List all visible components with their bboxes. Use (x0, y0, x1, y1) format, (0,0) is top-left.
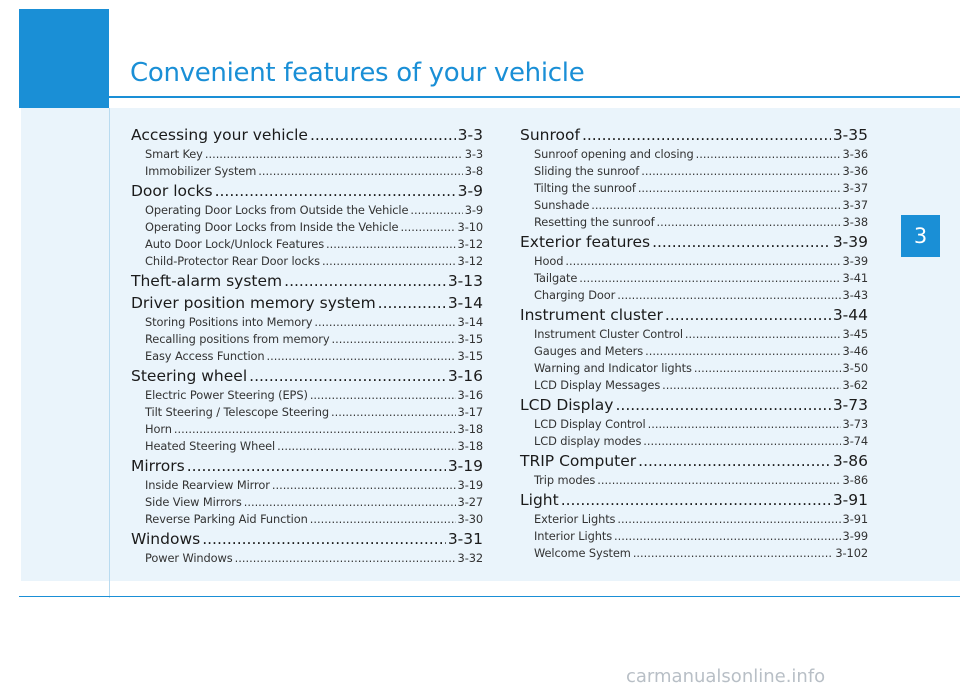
toc-section-entry[interactable] (131, 292, 483, 314)
dot-leader (235, 550, 456, 567)
toc-subentry-title: Operating Door Locks from Outside the Vehicle (145, 203, 409, 217)
toc-subentry-title: Tilting the sunroof (534, 181, 636, 195)
dot-leader (643, 433, 840, 450)
dot-leader (657, 214, 841, 231)
toc-section-title: Theft-alarm system (131, 272, 283, 290)
dot-leader (617, 287, 840, 304)
toc-section-title: Mirrors (131, 457, 185, 475)
toc-section-page: 3-91 (832, 491, 868, 509)
dot-leader (322, 253, 456, 270)
toc-subentry[interactable] (520, 197, 868, 214)
toc-subentry-page: 3-45 (842, 327, 868, 341)
toc-section-page: 3-44 (832, 306, 868, 324)
dot-leader (638, 180, 841, 197)
dot-leader (205, 146, 463, 163)
dot-leader (244, 494, 456, 511)
toc-section-title: Accessing your vehicle (131, 126, 308, 144)
toc-subentry-page: 3-62 (842, 378, 868, 392)
toc-subentry-page: 3-37 (842, 181, 868, 195)
toc-subentry-page: 3-30 (457, 512, 483, 526)
dot-leader (591, 197, 840, 214)
toc-section-title: Windows (131, 530, 201, 548)
toc-section-page: 3-73 (832, 396, 868, 414)
toc-subentry-title: Charging Door (534, 288, 616, 302)
toc-subentry-title: Welcome System (534, 546, 631, 560)
dot-leader (652, 231, 831, 253)
dot-leader (284, 270, 446, 292)
toc-subentry[interactable] (520, 545, 868, 562)
toc-subentry-page: 3-27 (457, 495, 483, 509)
toc-subentry-page: 3-8 (464, 164, 483, 178)
toc-section-entry[interactable] (520, 394, 868, 416)
toc-subentry-title: LCD Display Control (534, 417, 646, 431)
toc-subentry[interactable] (520, 472, 868, 489)
toc-section-entry[interactable] (131, 365, 483, 387)
toc-subentry-page: 3-38 (842, 215, 868, 229)
toc-section-entry[interactable] (131, 180, 483, 202)
toc-subentry-title: Horn (145, 422, 172, 436)
dot-leader (267, 348, 456, 365)
toc-subentry[interactable] (131, 253, 483, 270)
dot-leader (633, 545, 834, 562)
dot-leader (310, 387, 456, 404)
title-underline (109, 96, 960, 98)
toc-subentry-page: 3-39 (842, 254, 868, 268)
toc-subentry-page: 3-9 (464, 203, 483, 217)
dot-leader (597, 472, 840, 489)
dot-leader (310, 124, 456, 146)
toc-subentry-title: LCD display modes (534, 434, 642, 448)
toc-section-page: 3-19 (447, 457, 483, 475)
toc-subentry-page: 3-12 (457, 237, 483, 251)
toc-subentry-page: 3-15 (457, 349, 483, 363)
dot-leader (615, 394, 830, 416)
toc-subentry-title: Easy Access Function (145, 349, 265, 363)
dot-leader (617, 511, 840, 528)
toc-subentry[interactable] (520, 163, 868, 180)
toc-subentry[interactable] (131, 477, 483, 494)
toc-section-page: 3-86 (832, 452, 868, 470)
toc-subentry-title: Tailgate (534, 271, 578, 285)
toc-subentry-title: Exterior Lights (534, 512, 616, 526)
toc-subentry-title: Storing Positions into Memory (145, 315, 313, 329)
toc-subentry-title: Sunshade (534, 198, 590, 212)
toc-subentry-page: 3-46 (842, 344, 868, 358)
dot-leader (174, 421, 456, 438)
dot-leader (314, 314, 455, 331)
toc-subentry-title: Immobilizer System (145, 164, 257, 178)
toc-subentry-page: 3-10 (457, 220, 483, 234)
toc-subentry[interactable] (520, 528, 868, 545)
toc-subentry-page: 3-102 (835, 546, 868, 560)
dot-leader (310, 511, 456, 528)
page-title: Convenient features of your vehicle (130, 58, 585, 88)
toc-section-title: Instrument cluster (520, 306, 663, 324)
toc-subentry-title: Tilt Steering / Telescope Steering (145, 405, 329, 419)
dot-leader (277, 438, 455, 455)
toc-subentry[interactable] (131, 331, 483, 348)
dot-leader (582, 124, 831, 146)
toc-subentry[interactable] (520, 377, 868, 394)
dot-leader (561, 489, 831, 511)
dot-leader (378, 292, 446, 314)
toc-subentry-page: 3-50 (842, 361, 868, 375)
toc-subentry[interactable] (520, 180, 868, 197)
toc-subentry[interactable] (520, 343, 868, 360)
toc-section-entry[interactable] (520, 304, 868, 326)
toc-section-page: 3-35 (832, 126, 868, 144)
toc-subentry[interactable] (520, 511, 868, 528)
toc-subentry[interactable] (131, 146, 483, 163)
toc-section-page: 3-9 (457, 182, 483, 200)
dot-leader (272, 477, 456, 494)
dot-leader (400, 219, 455, 236)
toc-subentry-page: 3-17 (457, 405, 483, 419)
toc-subentry-page: 3-18 (457, 422, 483, 436)
toc-subentry-title: Recalling positions from memory (145, 332, 330, 346)
toc-subentry-title: Hood (534, 254, 564, 268)
toc-subentry[interactable] (131, 314, 483, 331)
toc-subentry[interactable] (520, 253, 868, 270)
dot-leader (258, 163, 462, 180)
toc-subentry-title: Auto Door Lock/Unlock Features (145, 237, 325, 251)
toc-subentry[interactable] (520, 326, 868, 343)
toc-subentry-page: 3-91 (842, 512, 868, 526)
toc-section-entry[interactable] (520, 124, 868, 146)
toc-subentry-page: 3-36 (842, 147, 868, 161)
toc-section-title: LCD Display (520, 396, 614, 414)
watermark: carmanualsonline.info (626, 666, 826, 687)
toc-subentry-title: Reverse Parking Aid Function (145, 512, 308, 526)
toc-subentry[interactable] (131, 236, 483, 253)
toc-section-page: 3-3 (457, 126, 483, 144)
dot-leader (202, 528, 446, 550)
footer-rule (19, 596, 960, 597)
dot-leader (187, 455, 446, 477)
toc-subentry[interactable] (131, 404, 483, 421)
toc-subentry-title: Sliding the sunroof (534, 164, 640, 178)
dot-leader (685, 326, 841, 343)
toc-subentry-title: Interior Lights (534, 529, 613, 543)
toc-subentry-page: 3-14 (457, 315, 483, 329)
toc-subentry-page: 3-12 (457, 254, 483, 268)
toc-subentry[interactable] (131, 438, 483, 455)
toc-subentry-page: 3-15 (457, 332, 483, 346)
toc-subentry-page: 3-19 (457, 478, 483, 492)
toc-subentry-title: Child-Protector Rear Door locks (145, 254, 320, 268)
toc-section-entry[interactable] (520, 231, 868, 253)
toc-subentry-page: 3-86 (842, 473, 868, 487)
toc-subentry-page: 3-41 (842, 271, 868, 285)
toc-subentry-page: 3-3 (464, 147, 483, 161)
toc-subentry-title: Inside Rearview Mirror (145, 478, 270, 492)
toc-subentry[interactable] (131, 202, 483, 219)
toc-subentry-title: Power Windows (145, 551, 233, 565)
toc-subentry-title: Operating Door Locks from Inside the Vehicle (145, 220, 399, 234)
dot-leader (648, 416, 841, 433)
toc-subentry-title: Trip modes (534, 473, 596, 487)
toc-subentry[interactable] (520, 433, 868, 450)
toc-section-page: 3-16 (447, 367, 483, 385)
dot-leader (326, 236, 456, 253)
dot-leader (638, 450, 831, 472)
toc-subentry[interactable] (131, 550, 483, 567)
toc-section-page: 3-14 (447, 294, 483, 312)
toc-section-page: 3-13 (447, 272, 483, 290)
toc-section-entry[interactable] (131, 124, 483, 146)
dot-leader (249, 365, 446, 387)
dot-leader (565, 253, 840, 270)
toc-section-page: 3-31 (447, 530, 483, 548)
toc-subentry-title: Electric Power Steering (EPS) (145, 388, 308, 402)
dot-leader (410, 202, 462, 219)
toc-subentry[interactable] (520, 416, 868, 433)
toc-subentry-title: Sunroof opening and closing (534, 147, 694, 161)
toc-left-column (131, 124, 483, 567)
toc-subentry-page: 3-74 (842, 434, 868, 448)
toc-subentry[interactable] (520, 214, 868, 231)
toc-subentry-title: Heated Steering Wheel (145, 439, 276, 453)
toc-subentry[interactable] (131, 163, 483, 180)
toc-right-column (520, 124, 868, 562)
dot-leader (694, 360, 841, 377)
toc-subentry[interactable] (131, 387, 483, 404)
toc-section-page: 3-39 (832, 233, 868, 251)
dot-leader (579, 270, 840, 287)
dot-leader (665, 304, 831, 326)
toc-section-title: TRIP Computer (520, 452, 637, 470)
toc-subentry[interactable] (520, 146, 868, 163)
toc-subentry-page: 3-32 (457, 551, 483, 565)
toc-section-entry[interactable] (520, 450, 868, 472)
toc-subentry-title: Gauges and Meters (534, 344, 644, 358)
toc-subentry-page: 3-73 (842, 417, 868, 431)
toc-subentry[interactable] (131, 494, 483, 511)
toc-subentry[interactable] (520, 287, 868, 304)
toc-subentry[interactable] (131, 421, 483, 438)
toc-section-title: Driver position memory system (131, 294, 376, 312)
toc-subentry-page: 3-18 (457, 439, 483, 453)
dot-leader (331, 404, 456, 421)
dot-leader (614, 528, 841, 545)
toc-subentry-page: 3-43 (842, 288, 868, 302)
toc-subentry-page: 3-37 (842, 198, 868, 212)
toc-subentry[interactable] (520, 270, 868, 287)
dot-leader (662, 377, 840, 394)
toc-subentry-title: Warning and Indicator lights (534, 361, 692, 375)
toc-subentry-title: Instrument Cluster Control (534, 327, 683, 341)
toc-subentry-title: LCD Display Messages (534, 378, 661, 392)
toc-section-title: Steering wheel (131, 367, 248, 385)
toc-subentry-page: 3-16 (457, 388, 483, 402)
dot-leader (641, 163, 840, 180)
toc-subentry[interactable] (520, 360, 868, 377)
toc-section-entry[interactable] (131, 270, 483, 292)
toc-section-title: Sunroof (520, 126, 580, 144)
toc-subentry-page: 3-36 (842, 164, 868, 178)
dot-leader (215, 180, 456, 202)
dot-leader (696, 146, 841, 163)
toc-subentry-title: Side View Mirrors (145, 495, 242, 509)
chapter-color-block (19, 9, 109, 108)
toc-subentry-page: 3-99 (842, 529, 868, 543)
toc-section-entry[interactable] (131, 455, 483, 477)
toc-section-title: Light (520, 491, 559, 509)
margin-vertical-rule (109, 108, 110, 598)
toc-subentry[interactable] (131, 348, 483, 365)
toc-subentry-title: Smart Key (145, 147, 203, 161)
toc-subentry[interactable] (131, 219, 483, 236)
dot-leader (332, 331, 456, 348)
toc-subentry-title: Resetting the sunroof (534, 215, 655, 229)
toc-section-title: Exterior features (520, 233, 651, 251)
dot-leader (645, 343, 840, 360)
toc-section-title: Door locks (131, 182, 213, 200)
chapter-tab[interactable]: 3 (901, 215, 940, 257)
toc-section-entry[interactable] (131, 528, 483, 550)
toc-subentry[interactable] (131, 511, 483, 528)
toc-section-entry[interactable] (520, 489, 868, 511)
